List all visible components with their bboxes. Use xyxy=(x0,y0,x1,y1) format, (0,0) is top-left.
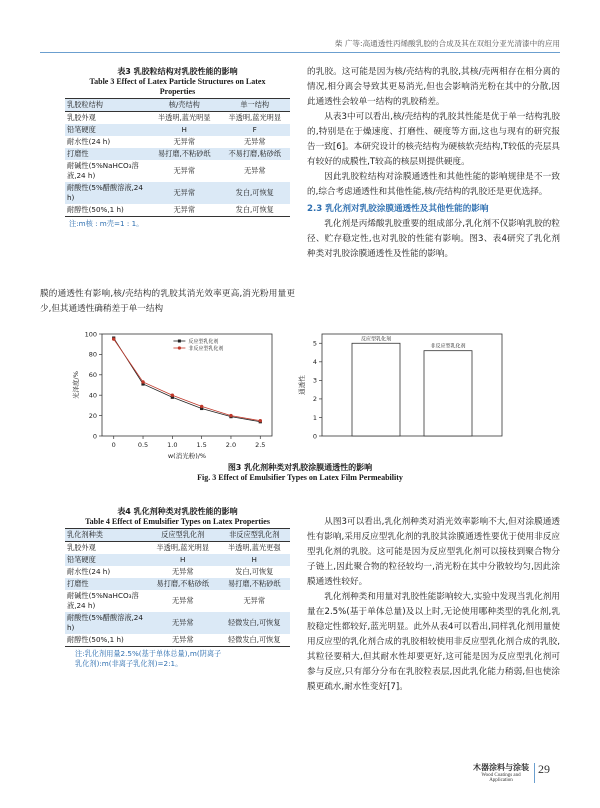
right-para-4: 乳化剂是丙烯酸乳胶重要的组成部分,乳化剂不仅影响乳胶的粒径、贮存稳定性,也对乳胶的性能有影响。图3、表4研究了乳化剂种类对乳胶涂膜通透性及性能的影响。 xyxy=(307,219,560,259)
table-cell: 易打磨,不粘砂纸 xyxy=(219,578,291,590)
table-row xyxy=(65,182,290,204)
right-para-6: 乳化剂种类和用量对乳胶性能影响较大,实验中发现当乳化剂用量在2.5%(基于单体总量)及以上时,无论使用哪种类型的乳化剂,乳胶稳定性都较好,蓝光明显。此外从表4可以看出,同样乳化剂用量使用反应型的乳化剂合成的乳胶相较使用非反应型乳化剂合成的乳胶,其粒径要稍大,但其耐水性却要更好,这可能是因为反应型乳化剂可参与反应,只有部分分布在乳胶粒表层,因此乳化能力稍弱,但也使涂膜更疏水,耐水性变好[7]。 xyxy=(307,592,560,692)
y-tick-label: 5 xyxy=(312,339,317,348)
table-cell: 半透明,蓝光明显 xyxy=(228,113,282,122)
table-cell: H xyxy=(149,124,220,136)
table-cell: 无异常 xyxy=(243,137,266,146)
right-column-bottom xyxy=(307,515,560,695)
page-number: 29 xyxy=(538,762,550,776)
table-cell: 打磨性 xyxy=(65,148,149,160)
table-cell: 无异常 xyxy=(243,596,266,605)
table-cell: 轻微发白,可恢复 xyxy=(219,634,291,647)
y-tick-label: 0 xyxy=(312,432,317,441)
table3-col2: 核/壳结构 xyxy=(149,99,220,112)
table4 xyxy=(65,528,290,647)
x-tick-label: 1.5 xyxy=(196,441,207,449)
table-cell: 易打磨,不粘砂纸 xyxy=(147,578,219,590)
table-cell: 乳胶外观 xyxy=(67,543,96,552)
fig3-bar-chart xyxy=(296,322,512,462)
table-cell: 耐水性(24 h) xyxy=(67,567,111,576)
table-cell: 铅笔硬度 xyxy=(65,124,149,136)
page-footer xyxy=(470,762,560,790)
table-cell: 耐碱性(5%NaHCO₃溶液,24 h) xyxy=(67,591,139,610)
table-cell: 乳胶外观 xyxy=(67,113,96,122)
journal-name: 木器涂料与涂装 Wood Coatings and Application xyxy=(473,763,529,783)
y-tick-label: 60 xyxy=(88,371,97,380)
y-axis-label: 光泽度/% xyxy=(72,371,80,399)
table-cell: 耐水性(24 h) xyxy=(67,137,111,146)
table4-note: 注:乳化剂用量2.5%(基于单体总量),m(阴离子 乳化剂):m(非离子乳化剂)=2:1。 xyxy=(75,649,222,668)
x-tick-label: 0 xyxy=(111,441,116,449)
table-row xyxy=(65,124,290,136)
footer-divider xyxy=(534,763,535,783)
data-point xyxy=(200,405,203,408)
table-cell: 耐酸性(5%醋酸溶液,24 h) xyxy=(65,612,147,634)
data-point xyxy=(229,414,232,417)
fig3-line-chart xyxy=(68,322,284,462)
table-row xyxy=(65,160,290,182)
fig3-caption xyxy=(40,462,560,483)
table-cell: 轻微发白,可恢复 xyxy=(219,612,291,634)
bar-label: 反应型乳化剂 xyxy=(360,336,392,343)
y-tick-label: 0 xyxy=(92,432,97,441)
table4-header-row xyxy=(65,529,290,542)
y-tick-label: 20 xyxy=(88,411,97,420)
table4-block xyxy=(65,506,290,669)
table-cell: 易打磨,不粘砂纸 xyxy=(149,148,220,160)
y-tick-label: 80 xyxy=(88,350,97,359)
table-cell: 耐醇性(50%,1 h) xyxy=(65,204,149,217)
table-cell: 无异常 xyxy=(149,182,220,204)
header-rule xyxy=(40,52,560,53)
fig3-caption-zh: 图3 乳化剂种类对乳胶涂膜通透性的影响 xyxy=(227,463,373,472)
y-tick-label: 100 xyxy=(84,330,97,339)
left-paragraph: 膜的通透性有影响,核/壳结构的乳胶其消光效率更高,消光粉用量更少,但其通透性确稍差于单一结构 xyxy=(40,289,295,314)
table-cell: 发白,可恢复 xyxy=(220,182,291,204)
table-cell: 无异常 xyxy=(171,567,194,576)
x-tick-label: 1.0 xyxy=(167,441,178,449)
right-para-3: 因此乳胶粒结构对涂膜通透性和其他性能的影响规律是不一致的,综合考虑通透性和其他性能,核/壳结构的乳胶还是更优选择。 xyxy=(307,172,560,197)
table-row xyxy=(65,612,290,634)
table4-col2: 反应型乳化剂 xyxy=(147,529,219,542)
plot-frame xyxy=(322,334,502,436)
table-cell: 无异常 xyxy=(171,596,194,605)
table-cell: 发白,可恢复 xyxy=(220,204,291,217)
x-tick-label: 0.5 xyxy=(137,441,149,449)
table4-title-en: Table 4 Effect of Emulsifier Types on Latex Properties xyxy=(85,517,270,526)
table-cell: 无异常 xyxy=(147,634,219,647)
series-line xyxy=(114,338,261,422)
bar xyxy=(352,343,400,436)
table3-title-zh: 表3 乳胶粒结构对乳胶性能的影响 xyxy=(117,67,238,76)
table-cell: 耐酸性(5%醋酸溶液,24 h) xyxy=(65,182,149,204)
legend-label: 非反应型乳化剂 xyxy=(188,346,224,352)
y-axis-label: 通透性 xyxy=(298,375,306,395)
table-cell: 半透明,蓝光明显 xyxy=(157,113,211,122)
bar-label: 非反应型乳化剂 xyxy=(430,343,466,350)
table-cell: 无异常 xyxy=(147,612,219,634)
table3 xyxy=(65,98,290,217)
fig3-caption-en: Fig. 3 Effect of Emulsifier Types on Latex Film Permeability xyxy=(197,473,403,482)
right-para-5: 从图3可以看出,乳化剂种类对消光效率影响不大,但对涂膜通透性有影响,采用反应型乳化剂的乳胶其涂膜通透性要优于使用非反应型乳化剂的乳胶。这可能是因为反应型乳化剂可以接枝到聚合物分子链上,因此聚合物的粒径较均一,消光粉在其中分散较均匀,因此涂膜通透性较好。 xyxy=(307,517,560,587)
x-tick-label: 2.5 xyxy=(255,441,266,449)
x-axis-label: w(消光粉)/% xyxy=(167,452,207,460)
running-title: 柴 广等:高通透性丙烯酸乳胶的合成及其在双组分亚光清漆中的应用 xyxy=(334,39,560,48)
table-row xyxy=(65,566,290,578)
table-row xyxy=(65,634,290,647)
table-cell: 发白,可恢复 xyxy=(235,567,274,576)
table-cell: 不易打磨,粘砂纸 xyxy=(220,148,291,160)
section-2-3-heading: 2.3 乳化剂对乳胶涂膜通透性及其他性能的影响 xyxy=(307,204,489,214)
data-point xyxy=(171,394,174,397)
legend-marker xyxy=(178,340,181,343)
table-cell: 铅笔硬度 xyxy=(65,554,147,566)
right-para-2: 从表3中可以看出,核/壳结构的乳胶其性能是优于单一结构乳胶的,特别是在于燥速度、打磨性、硬度等方面,这也与现有的研究报告一致[6]。本研究设计的核壳结构为硬核软壳结构,T较低的壳层具有较好的成膜性,T较高的核层则提供硬度。 xyxy=(307,112,560,167)
table-cell: 无异常 xyxy=(173,166,196,175)
series-line xyxy=(114,339,261,421)
table3-title-en: Table 3 Effect of Latex Particle Structures on Latex Properties xyxy=(89,77,266,96)
data-point xyxy=(259,419,262,422)
table-row xyxy=(65,590,290,612)
data-point xyxy=(141,380,144,383)
table-cell: 半透明,蓝光明显 xyxy=(156,543,210,552)
table3-note: 注:m核 : m壳=1 : 1。 xyxy=(69,219,144,228)
table-row xyxy=(65,554,290,566)
plot-frame xyxy=(102,334,272,436)
table-cell: H xyxy=(219,554,291,566)
table3-header-row xyxy=(65,99,290,112)
table-row xyxy=(65,542,290,555)
table-cell: 无异常 xyxy=(173,137,196,146)
table-row xyxy=(65,578,290,590)
table-row xyxy=(65,112,290,125)
table-cell: 半透明,蓝光更强 xyxy=(227,543,281,552)
y-tick-label: 3 xyxy=(312,376,317,385)
table-cell: H xyxy=(147,554,219,566)
table-cell: 耐醇性(50%,1 h) xyxy=(65,634,147,647)
y-tick-label: 40 xyxy=(88,391,97,400)
table-row xyxy=(65,204,290,217)
running-header xyxy=(0,38,600,54)
legend-marker xyxy=(178,346,181,349)
table4-title-zh: 表4 乳化剂种类对乳胶性能的影响 xyxy=(117,507,238,516)
table-cell: 无异常 xyxy=(149,204,220,217)
table3-col1: 乳胶粒结构 xyxy=(65,99,149,112)
table-cell: 打磨性 xyxy=(65,578,147,590)
table3-col3: 单一结构 xyxy=(220,99,291,112)
y-tick-label: 2 xyxy=(312,395,317,404)
data-point xyxy=(112,337,115,340)
table-cell: F xyxy=(220,124,291,136)
right-para-1: 的乳胶。这可能是因为核/壳结构的乳胶,其核/壳两相存在相分离的情况,相分离会导致其更易消光,但也会影响消光粉在其中的分散,因此通透性会较单一结构的乳胶稍差。 xyxy=(307,67,560,107)
table-row xyxy=(65,148,290,160)
right-column-top xyxy=(307,65,560,262)
table-row xyxy=(65,136,290,148)
table-cell: 耐碱性(5%NaHCO₃溶液,24 h) xyxy=(67,161,139,180)
table-cell: 无异常 xyxy=(243,166,266,175)
y-tick-label: 4 xyxy=(312,358,317,367)
bar xyxy=(424,351,472,436)
table4-col3: 非反应型乳化剂 xyxy=(219,529,291,542)
table4-col1: 乳化剂种类 xyxy=(65,529,147,542)
x-tick-label: 2.0 xyxy=(225,441,237,449)
legend-label: 反应型乳化剂 xyxy=(188,339,219,345)
table3-block xyxy=(65,66,290,229)
y-tick-label: 1 xyxy=(312,413,317,422)
